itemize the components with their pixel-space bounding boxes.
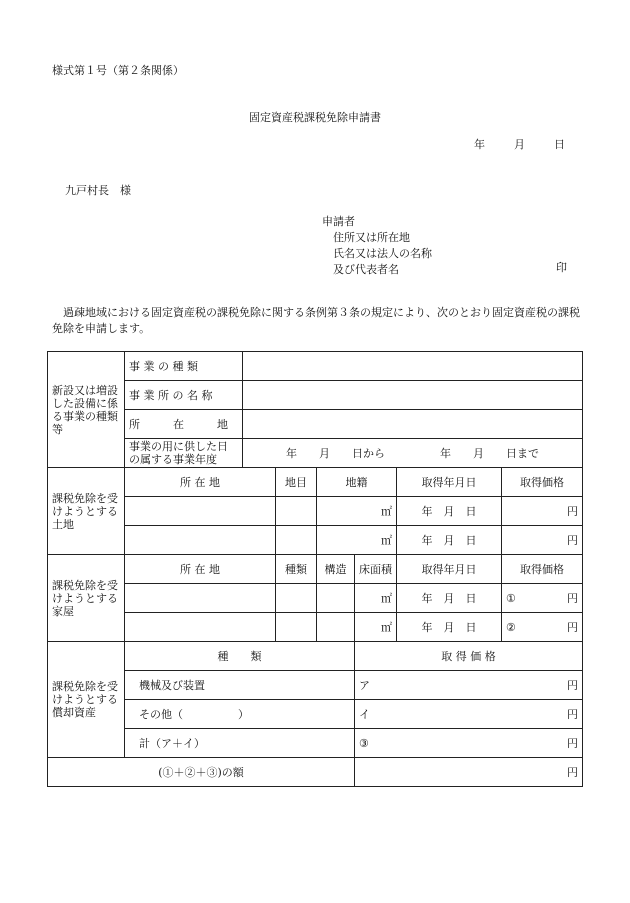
asset-machinery-label: 機械及び装置: [125, 671, 355, 700]
building-structure-field[interactable]: [317, 584, 355, 613]
building-price-field[interactable]: [502, 613, 583, 642]
land-col-price: 取得価格: [502, 468, 583, 497]
building-date-field[interactable]: 年 月 日: [397, 613, 502, 642]
applicant-representative-label: 及び代表者名: [333, 263, 399, 276]
section-land-heading: 課税免除を受けようとする土地: [48, 468, 125, 555]
office-location-field[interactable]: [243, 410, 583, 439]
date-month: 月: [514, 138, 525, 151]
mark-i: イ: [359, 707, 370, 721]
date-day: 日: [554, 138, 565, 151]
land-date-field[interactable]: 年 月 日: [397, 526, 502, 555]
asset-other-price[interactable]: [355, 700, 583, 729]
land-col-location: 所 在 地: [125, 468, 276, 497]
building-floor-area-field[interactable]: ㎡: [355, 613, 397, 642]
date-year: 年: [474, 138, 485, 151]
land-location-field[interactable]: [125, 497, 276, 526]
page-title: 固定資産税課税免除申請書: [249, 111, 381, 124]
business-type-label: 事 業 の 種 類: [125, 352, 243, 381]
application-date: [474, 138, 565, 151]
section-asset-heading: 課税免除を受けようとする償却資産: [48, 642, 125, 758]
building-location-field[interactable]: [125, 613, 276, 642]
yen-unit: 円: [567, 620, 579, 634]
land-category-field[interactable]: [276, 497, 317, 526]
building-type-field[interactable]: [276, 584, 317, 613]
asset-col-price: 取 得 価 格: [355, 642, 583, 671]
land-col-area: 地籍: [317, 468, 397, 497]
total-amount-field[interactable]: 円: [355, 758, 583, 787]
yen-unit: 円: [567, 707, 579, 721]
yen-unit: 円: [567, 678, 579, 692]
asset-subtotal-label: 計（ア＋イ）: [125, 729, 355, 758]
building-price-field[interactable]: [502, 584, 583, 613]
asset-col-type: 種 類: [125, 642, 355, 671]
land-category-field[interactable]: [276, 526, 317, 555]
land-col-date: 取得年月日: [397, 468, 502, 497]
asset-machinery-price[interactable]: [355, 671, 583, 700]
building-type-field[interactable]: [276, 613, 317, 642]
office-location-label: 所 在 地: [125, 410, 243, 439]
table-row: [48, 497, 583, 526]
yen-unit: 円: [567, 736, 579, 750]
building-col-structure: 構造: [317, 555, 355, 584]
table-row: [48, 584, 583, 613]
building-col-price: 取得価格: [502, 555, 583, 584]
section-business-heading: 新設又は増設した設備に係る事業の種類等: [48, 352, 125, 468]
land-col-category: 地目: [276, 468, 317, 497]
building-col-floor-area: 床面積: [355, 555, 397, 584]
business-type-field[interactable]: [243, 352, 583, 381]
mark-3: ③: [359, 736, 369, 750]
yen-unit: 円: [567, 591, 579, 605]
building-col-type: 種類: [276, 555, 317, 584]
addressee: 九戸村長 様: [65, 184, 131, 197]
applicant-name-label: 氏名又は法人の名称: [333, 247, 432, 260]
asset-other-label: その他（ ）: [125, 700, 355, 729]
building-col-location: 所 在 地: [125, 555, 276, 584]
asset-subtotal-price[interactable]: [355, 729, 583, 758]
applicant-address-label: 住所又は所在地: [333, 231, 410, 244]
table-row: [48, 729, 583, 758]
office-name-label: 事 業 所 の 名 称: [125, 381, 243, 410]
application-statement: 過疎地域における固定資産税の課税免除に関する条例第３条の規定により、次のとおり固定資産税の課税免除を申請します。: [52, 306, 580, 335]
land-location-field[interactable]: [125, 526, 276, 555]
land-price-field[interactable]: 円: [502, 497, 583, 526]
building-floor-area-field[interactable]: ㎡: [355, 584, 397, 613]
section-building-heading: 課税免除を受けようとする家屋: [48, 555, 125, 642]
table-row: [48, 526, 583, 555]
fiscal-year-label: 事業の用に供した日の属する事業年度: [125, 439, 243, 468]
mark-2: ②: [506, 620, 516, 634]
building-location-field[interactable]: [125, 584, 276, 613]
land-price-field[interactable]: 円: [502, 526, 583, 555]
table-row: [48, 671, 583, 700]
form-number: 様式第１号（第２条関係）: [52, 64, 184, 77]
building-structure-field[interactable]: [317, 613, 355, 642]
land-area-field[interactable]: ㎡: [317, 497, 397, 526]
total-label: (①＋②＋③)の額: [48, 758, 355, 787]
table-row: [48, 613, 583, 642]
applicant-block: [322, 214, 432, 278]
mark-1: ①: [506, 591, 516, 605]
mark-a: ア: [359, 678, 370, 692]
fiscal-year-field[interactable]: 年 月 日から 年 月 日まで: [243, 439, 583, 468]
building-date-field[interactable]: 年 月 日: [397, 584, 502, 613]
applicant-label: 申請者: [322, 215, 355, 228]
application-form-table: [47, 351, 583, 787]
land-date-field[interactable]: 年 月 日: [397, 497, 502, 526]
building-col-date: 取得年月日: [397, 555, 502, 584]
seal-mark: 印: [556, 261, 567, 274]
table-row: [48, 700, 583, 729]
land-area-field[interactable]: ㎡: [317, 526, 397, 555]
office-name-field[interactable]: [243, 381, 583, 410]
